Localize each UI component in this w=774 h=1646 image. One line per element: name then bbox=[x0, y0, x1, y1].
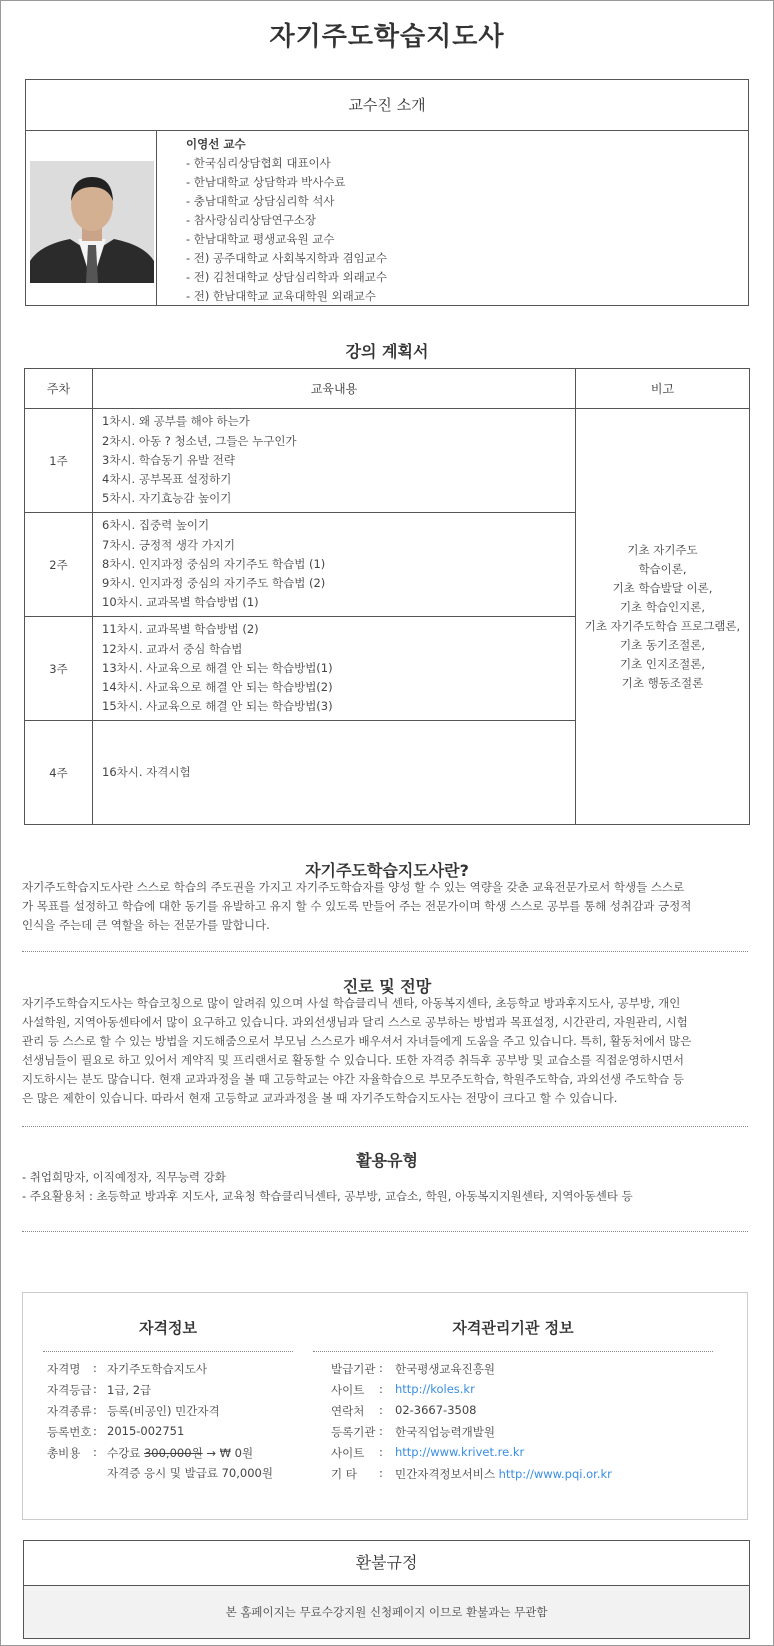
row-key: 등록기관 bbox=[331, 1425, 376, 1439]
week-cell: 4주 bbox=[25, 721, 93, 825]
faculty-career-line: - 전) 김천대학교 상담심리학과 외래교수 bbox=[186, 270, 388, 284]
agency-row bbox=[331, 1424, 495, 1440]
about-paragraph bbox=[22, 878, 752, 935]
col-content: 교육내용 bbox=[93, 369, 576, 409]
row-colon: : bbox=[379, 1424, 383, 1438]
usage-heading: 활용유형 bbox=[356, 1151, 418, 1170]
site-link[interactable]: http://www.krivet.re.kr bbox=[395, 1445, 525, 1459]
session-item: 5차시. 자기효능감 높이기 bbox=[102, 491, 232, 506]
note-line: 학습이론, bbox=[638, 561, 687, 576]
row-key: 기 타 bbox=[331, 1467, 357, 1481]
row-colon: : bbox=[379, 1445, 383, 1459]
col-week: 주차 bbox=[25, 369, 93, 409]
week-cell: 3주 bbox=[25, 617, 93, 721]
session-item: 8차시. 인지과정 중심의 자기주도 학습법 (1) bbox=[102, 556, 326, 571]
row-colon: : bbox=[93, 1382, 97, 1396]
faculty-career-line: - 참사랑심리상담연구소장 bbox=[186, 213, 317, 227]
usage-line: - 주요활용처 : 초등학교 방과후 지도사, 교육청 학습클리닉센타, 공부방, 교습소, 학원, 아동복지지원센타, 지역아동센타 등 bbox=[22, 1189, 633, 1203]
session-item: 11차시. 교과목별 학습방법 (2) bbox=[102, 622, 259, 637]
agency-row bbox=[331, 1382, 475, 1398]
etc-text: 민간자격정보서비스 bbox=[395, 1467, 495, 1481]
about-line: 가 목표를 설정하고 학습에 대한 동기를 유발하고 유지 할 수 있도록 만들어 주는 전문가이며 학생 스스로 공부를 통해 성취감과 긍정적 bbox=[22, 899, 692, 913]
session-item: 14차시. 사교육으로 해결 안 되는 학습방법(2) bbox=[102, 680, 333, 695]
row-colon: : bbox=[379, 1403, 383, 1417]
session-item: 4차시. 공부목표 설정하기 bbox=[102, 472, 232, 487]
note-line: 기초 행동조절론 bbox=[621, 675, 704, 690]
faculty-career-line: - 한국심리상담협회 대표이사 bbox=[186, 156, 331, 170]
table-header-row bbox=[25, 369, 750, 409]
row-value: 자기주도학습지도사 bbox=[107, 1362, 207, 1376]
note-line: 기초 자기주도 bbox=[627, 542, 698, 557]
career-line: 관리 등 스스로 할 수 있는 방법을 지도해줌으로서 부모님 스스로가 배우셔서 자녀들에게 도움을 주고 있습니다. 특히, 활동처에서 많은 bbox=[22, 1034, 692, 1048]
faculty-info bbox=[186, 135, 387, 306]
agency-row bbox=[331, 1403, 477, 1419]
cert-row bbox=[47, 1382, 152, 1398]
divider bbox=[22, 951, 748, 952]
content-cell bbox=[93, 409, 576, 513]
row-value: 02-3667-3508 bbox=[395, 1403, 477, 1417]
career-line: 사설학원, 지역아동센타에서 많이 요구하고 있습니다. 과외선생님과 달리 스스로 공부하는 방법과 목표설정, 시간관리, 자원관리, 시험 bbox=[22, 1015, 688, 1029]
divider bbox=[313, 1351, 713, 1352]
row-key: 총비용 bbox=[47, 1446, 81, 1460]
row-key: 등록번호 bbox=[47, 1425, 92, 1439]
session-item: 16차시. 자격시험 bbox=[102, 764, 191, 779]
row-key: 연락처 bbox=[331, 1404, 365, 1418]
session-item: 2차시. 아동 ? 청소년, 그들은 누구인가 bbox=[102, 433, 297, 448]
divider bbox=[22, 1231, 748, 1232]
table-row bbox=[25, 409, 750, 513]
row-value: 한국평생교육진흥원 bbox=[395, 1362, 495, 1376]
faculty-career-line: - 한남대학교 상담학과 박사수료 bbox=[186, 175, 346, 189]
cost-row bbox=[47, 1445, 254, 1461]
agency-row bbox=[331, 1361, 495, 1377]
divider bbox=[43, 1351, 293, 1352]
etc-value bbox=[395, 1466, 612, 1482]
row-colon: : bbox=[93, 1361, 97, 1375]
row-colon: : bbox=[379, 1361, 383, 1375]
session-item: 10차시. 교과목별 학습방법 (1) bbox=[102, 595, 259, 610]
row-colon: : bbox=[93, 1403, 97, 1417]
row-key: 자격종류 bbox=[47, 1404, 92, 1418]
session-item: 7차시. 긍정적 생각 가지기 bbox=[102, 537, 236, 552]
cert-info-heading: 자격정보 bbox=[139, 1319, 197, 1337]
content-cell bbox=[93, 617, 576, 721]
info-box bbox=[22, 1292, 748, 1520]
cost-prefix: 수강료 bbox=[107, 1446, 141, 1460]
faculty-career-line: - 전) 공주대학교 사회복지학과 겸임교수 bbox=[186, 251, 388, 265]
session-item: 13차시. 사교육으로 해결 안 되는 학습방법(1) bbox=[102, 660, 333, 675]
cert-row bbox=[47, 1361, 207, 1377]
plan-heading: 강의 계획서 bbox=[345, 342, 429, 361]
row-colon: : bbox=[379, 1466, 383, 1480]
about-heading: 자기주도학습지도사란? bbox=[305, 861, 469, 880]
refund-text: 본 홈페이지는 무료수강지원 신청페이지 이므로 환불과는 무관함 bbox=[23, 1585, 750, 1639]
col-note: 비고 bbox=[576, 369, 750, 409]
faculty-section bbox=[25, 130, 749, 306]
refund-heading: 환불규정 bbox=[23, 1540, 750, 1586]
content-cell bbox=[93, 513, 576, 617]
usage-line: - 취업희망자, 이직예정자, 직무능력 강화 bbox=[22, 1170, 226, 1184]
agency-row bbox=[331, 1466, 612, 1482]
row-value: 1급, 2급 bbox=[107, 1383, 152, 1397]
faculty-career-line: - 충남대학교 상담심리학 석사 bbox=[186, 194, 335, 208]
row-key: 사이트 bbox=[331, 1383, 365, 1397]
old-price: 300,000원 bbox=[143, 1446, 203, 1460]
career-heading: 진로 및 전망 bbox=[342, 977, 432, 996]
note-cell bbox=[576, 409, 750, 825]
lecture-plan-table bbox=[24, 368, 750, 825]
about-line: 자기주도학습지도사란 스스로 학습의 주도권을 가지고 자기주도학습자를 양성 할 수 있는 역량을 갖춘 교육전문가로서 학생들 스스로 bbox=[22, 880, 685, 894]
usage-list bbox=[22, 1168, 752, 1206]
row-colon: : bbox=[93, 1424, 97, 1438]
session-item: 1차시. 왜 공부를 해야 하는가 bbox=[102, 414, 250, 429]
career-line: 은 많은 제한이 있습니다. 따라서 현재 고등학교 교과과정을 볼 때 자기주도학습지도사는 전망이 크다고 할 수 있습니다. bbox=[22, 1091, 618, 1105]
session-item: 6차시. 집중력 높이기 bbox=[102, 518, 210, 533]
career-paragraph bbox=[22, 994, 752, 1108]
week-cell: 1주 bbox=[25, 409, 93, 513]
page-title: 자기주도학습지도사 bbox=[269, 22, 505, 52]
note-line: 기초 인지조절론, bbox=[619, 656, 706, 671]
career-line: 자기주도학습지도사는 학습코칭으로 많이 알려줘 있으며 사설 학습클리닉 센타, 아동복지센타, 초등학교 방과후지도사, 공부방, 개인 bbox=[22, 996, 681, 1010]
site-link[interactable]: http://koles.kr bbox=[395, 1382, 475, 1396]
session-item: 3차시. 학습동기 유발 전략 bbox=[102, 452, 236, 467]
divider bbox=[22, 1126, 748, 1127]
session-item: 12차시. 교과서 중심 학습법 bbox=[102, 641, 243, 656]
row-key: 자격등급 bbox=[47, 1383, 92, 1397]
row-key: 자격명 bbox=[47, 1362, 81, 1376]
pqi-link[interactable]: http://www.pqi.or.kr bbox=[498, 1467, 612, 1481]
row-colon: : bbox=[379, 1382, 383, 1396]
professor-photo bbox=[30, 161, 154, 283]
career-line: 선생님들이 필요로 하고 있어서 계약직 및 프리랜서로 활동할 수 있습니다. 또한 자격증 취득후 공부방 및 교습소를 직접운영하시면서 bbox=[22, 1053, 685, 1067]
agency-heading: 자격관리기관 정보 bbox=[452, 1319, 574, 1337]
agency-row bbox=[331, 1445, 525, 1461]
faculty-career-line: - 한남대학교 평생교육원 교수 bbox=[186, 232, 335, 246]
cost-value bbox=[107, 1445, 253, 1461]
new-price: → ₩ 0원 bbox=[206, 1446, 254, 1460]
note-line: 기초 학습인지론, bbox=[619, 599, 706, 614]
session-item: 9차시. 인지과정 중심의 자기주도 학습법 (2) bbox=[102, 576, 326, 591]
row-value: 등록(비공인) 민간자격 bbox=[107, 1404, 220, 1418]
note-line: 기초 자기주도학습 프로그램론, bbox=[584, 618, 741, 633]
row-colon: : bbox=[93, 1445, 97, 1459]
professor-name: 이영선 교수 bbox=[186, 137, 246, 151]
about-line: 인식을 주는데 큰 역할을 하는 전문가를 말합니다. bbox=[22, 918, 270, 932]
content-cell bbox=[93, 721, 576, 825]
row-value: 2015-002751 bbox=[107, 1424, 185, 1438]
row-key: 발급기관 bbox=[331, 1362, 376, 1376]
cost-extra: 자격증 응시 및 발급료 70,000원 bbox=[107, 1466, 273, 1480]
cert-row bbox=[47, 1424, 185, 1440]
session-item: 15차시. 사교육으로 해결 안 되는 학습방법(3) bbox=[102, 699, 333, 714]
row-key: 사이트 bbox=[331, 1446, 365, 1460]
faculty-heading: 교수진 소개 bbox=[25, 79, 749, 131]
faculty-photo-cell bbox=[26, 131, 157, 305]
note-line: 기초 동기조절론, bbox=[619, 637, 706, 652]
cert-row bbox=[47, 1403, 220, 1419]
note-line: 기초 학습발달 이론, bbox=[612, 580, 713, 595]
week-cell: 2주 bbox=[25, 513, 93, 617]
faculty-career-line: - 전) 한남대학교 교육대학원 외래교수 bbox=[186, 289, 376, 303]
career-line: 지도하시는 분도 많습니다. 현재 교과과정을 볼 때 고등학교는 야간 자율학습으로 부모주도학습, 학원주도학습, 과외선생 주도학습 등 bbox=[22, 1072, 685, 1086]
row-value: 한국직업능력개발원 bbox=[395, 1425, 495, 1439]
